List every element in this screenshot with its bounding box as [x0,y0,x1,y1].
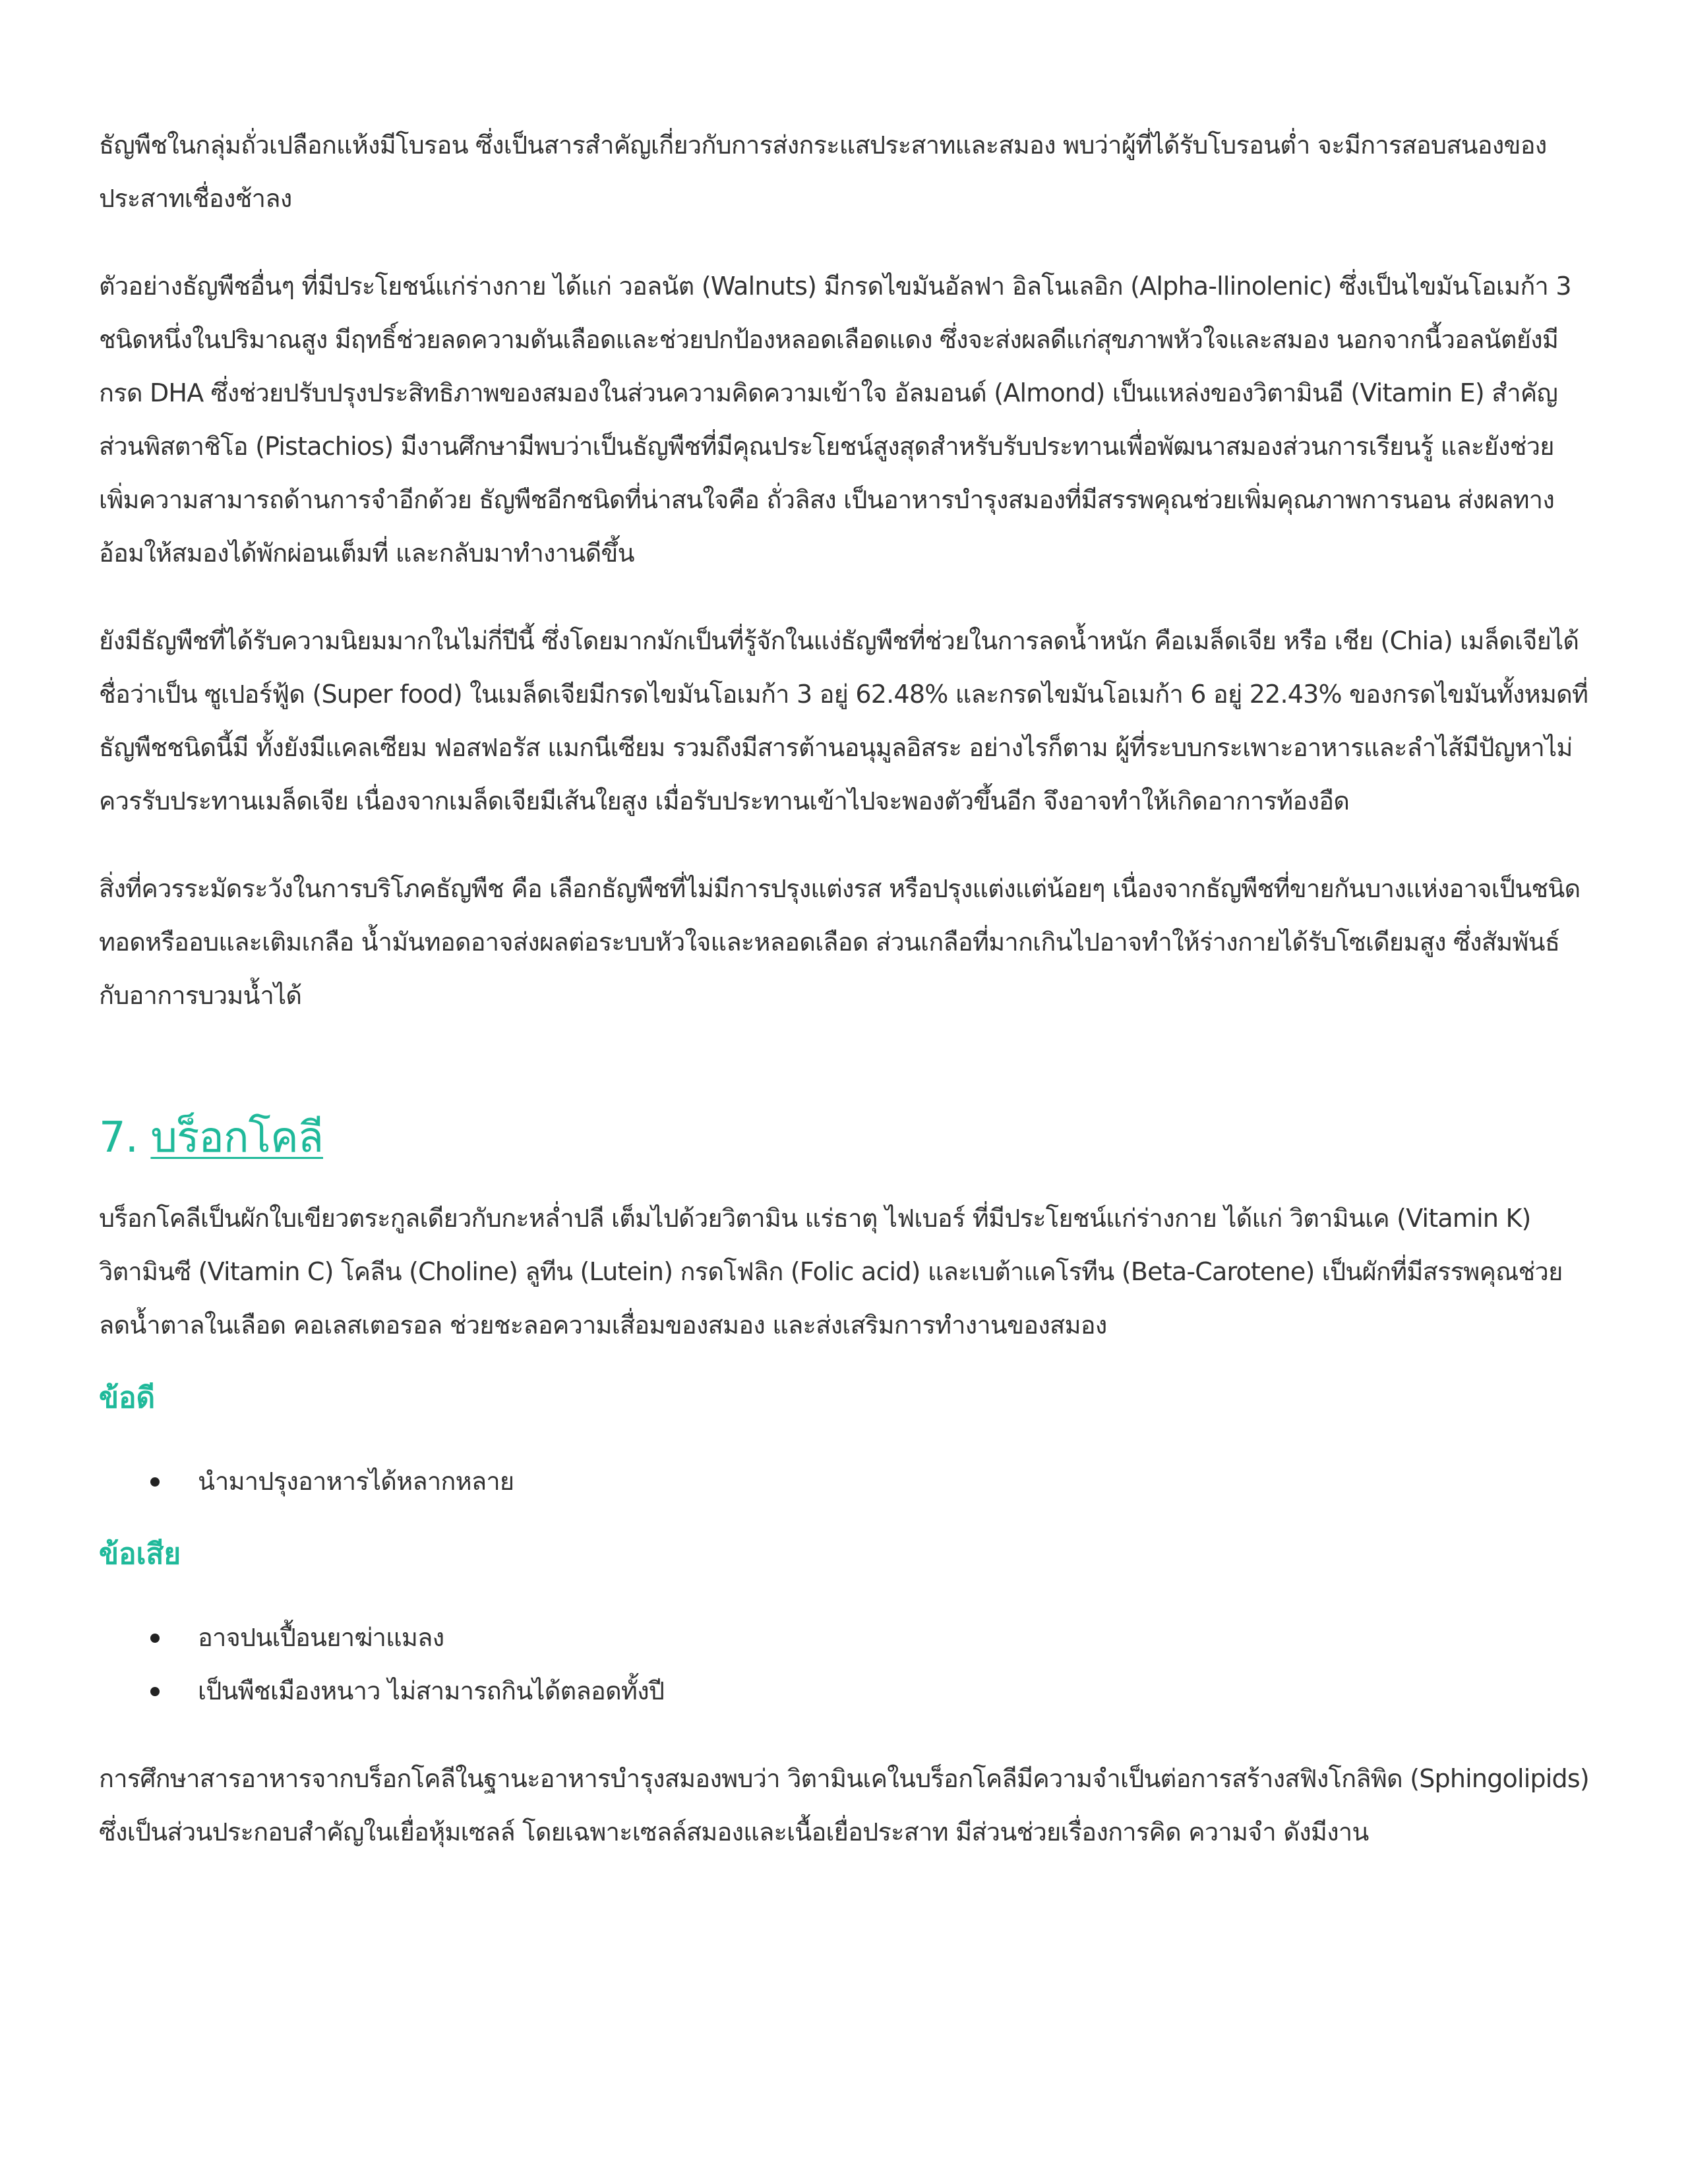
paragraph-broccoli-intro: บร็อกโคลีเป็นผักใบเขียวตระกูลเดียวกับกะหล่ำปลี เต็มไปด้วยวิตามิน แร่ธาตุ ไฟเบอร์ ที่มีประโยชน์แก่ร่างกาย ได้แก่ วิตามินเค (Vitamin K) วิตามินซี (Vitamin C) โคลีน (Choline) ลูทีน (Lutein) กรดโฟลิก (Folic acid) และเบต้าแคโรทีน (Beta-Carotene) เป็นผักที่มีสรรพคุณช่วยลดน้ำตาลในเลือด คอเลสเตอรอล ช่วยชะลอความเสื่อมของสมอง และส่งเสริมการทำงานของสมอง [99,1204,1563,1340]
list-item [99,1665,1589,1718]
section-heading [99,1105,1589,1171]
list-item [99,1611,1589,1665]
bullet-icon [150,1477,160,1487]
spacer [99,1425,1589,1455]
pros-heading: ข้อดี [99,1381,156,1415]
cons-item-text: อาจปนเปื้อนยาฆ่าแมลง [198,1623,444,1652]
pros-list [99,1455,1589,1508]
paragraph-chia: ยังมีธัญพืชที่ได้รับความนิยมมากในไม่กี่ปีนี้ ซึ่งโดยมากมักเป็นที่รู้จักในแง่ธัญพืชที่ช่วยในการลดน้ำหนัก คือเมล็ดเจีย หรือ เชีย (Chia) เมล็ดเจียได้ชื่อว่าเป็น ซูเปอร์ฟู้ด (Super food) ในเมล็ดเจียมีกรดไขมันโอเมก้า 3 อยู่ 62.48% และกรดไขมันโอเมก้า 6 อยู่ 22.43% ของกรดไขมันทั้งหมดที่ธัญพืชชนิดนี้มี ทั้งยังมีแคลเซียม ฟอสฟอรัส แมกนีเซียม รวมถึงมีสารต้านอนุมูลอิสระ อย่างไรก็ตาม ผู้ที่ระบบกระเพาะอาหารและลำไส้มีปัญหาไม่ควรรับประทานเมล็ดเจีย เนื่องจากเมล็ดเจียมีเส้นใยสูง เมื่อรับประทานเข้าไปจะพองตัวขึ้นอีก จึงอาจทำให้เกิดอาการท้องอืด [99,626,1588,815]
list-item [99,1455,1589,1508]
section-number: 7. [99,1113,138,1162]
spacer [99,225,1589,260]
spacer [99,1581,1589,1611]
spacer [99,580,1589,614]
bullet-icon [150,1634,160,1643]
paragraph-caution: สิ่งที่ควรระมัดระวังในการบริโภคธัญพืช คือ เลือกธัญพืชที่ไม่มีการปรุงแต่งรส หรือปรุงแต่งแต่น้อยๆ เนื่องจากธัญพืชที่ขายกันบางแห่งอาจเป็นชนิดทอดหรืออบและเติมเกลือ น้ำมันทอดอาจส่งผลต่อระบบหัวใจและหลอดเลือด ส่วนเกลือที่มากเกินไปอาจทำให้ร่างกายได้รับโซเดียมสูง ซึ่งสัมพันธ์กับอาการบวมน้ำได้ [99,874,1581,1010]
spacer [99,1718,1589,1752]
article-body [99,119,1589,1859]
pros-item-text: นำมาปรุงอาหารได้หลากหลาย [198,1467,514,1496]
broccoli-link[interactable]: บร็อกโคลี [150,1113,323,1162]
spacer [99,1352,1589,1372]
spacer [99,1171,1589,1192]
cons-list [99,1611,1589,1718]
cons-item-text: เป็นพืชเมืองหนาว ไม่สามารถกินได้ตลอดทั้งปี [198,1676,665,1705]
bullet-icon [150,1687,160,1696]
paragraph-broccoli-study: การศึกษาสารอาหารจากบร็อกโคลีในฐานะอาหารบำรุงสมองพบว่า วิตามินเคในบร็อกโคลีมีความจำเป็นต่อการสร้างสฟิงโกลิพิด (Sphingolipids) ซึ่งเป็นส่วนประกอบสำคัญในเยื่อหุ้มเซลล์ โดยเฉพาะเซลล์สมองและเนื้อเยื่อประสาท มีส่วนช่วยเรื่องการคิด ความจำ ดังมีงาน [99,1764,1589,1846]
spacer [99,1022,1589,1105]
paragraph-other-grains: ตัวอย่างธัญพืชอื่นๆ ที่มีประโยชน์แก่ร่างกาย ได้แก่ วอลนัต (Walnuts) มีกรดไขมันอัลฟา อิลโนเลอิก (Alpha-llinolenic) ซึ่งเป็นไขมันโอเมก้า 3 ชนิดหนึ่งในปริมาณสูง มีฤทธิ์ช่วยลดความดันเลือดและช่วยปกป้องหลอดเลือดแดง ซึ่งจะส่งผลดีแก่สุขภาพหัวใจและสมอง นอกจากนี้วอลนัตยังมีกรด DHA ซึ่งช่วยปรับปรุงประสิทธิภาพของสมองในส่วนความคิดความเข้าใจ อัลมอนด์ (Almond) เป็นแหล่งของวิตามินอี (Vitamin E) สำคัญ ส่วนพิสตาชิโอ (Pistachios) มีงานศึกษามีพบว่าเป็นธัญพืชที่มีคุณประโยชน์สูงสุดสำหรับรับประทานเพื่อพัฒนาสมองส่วนการเรียนรู้ และยังช่วยเพิ่มความสามารถด้านการจำอีกด้วย ธัญพืชอีกชนิดที่น่าสนใจคือ ถั่วลิสง เป็นอาหารบำรุงสมองที่มีสรรพคุณช่วยเพิ่มคุณภาพการนอน ส่งผลทางอ้อมให้สมองได้พักผ่อนเต็มที่ และกลับมาทำงานดีขึ้น [99,272,1571,568]
cons-heading: ข้อเสีย [99,1537,181,1571]
spacer [99,828,1589,862]
spacer [99,1508,1589,1528]
paragraph-boron: ธัญพืชในกลุ่มถั่วเปลือกแห้งมีโบรอน ซึ่งเป็นสารสำคัญเกี่ยวกับการส่งกระแสประสาทและสมอง พบว่าผู้ที่ได้รับโบรอนต่ำ จะมีการสอบสนองของประสาทเชื่องช้าลง [99,131,1547,213]
